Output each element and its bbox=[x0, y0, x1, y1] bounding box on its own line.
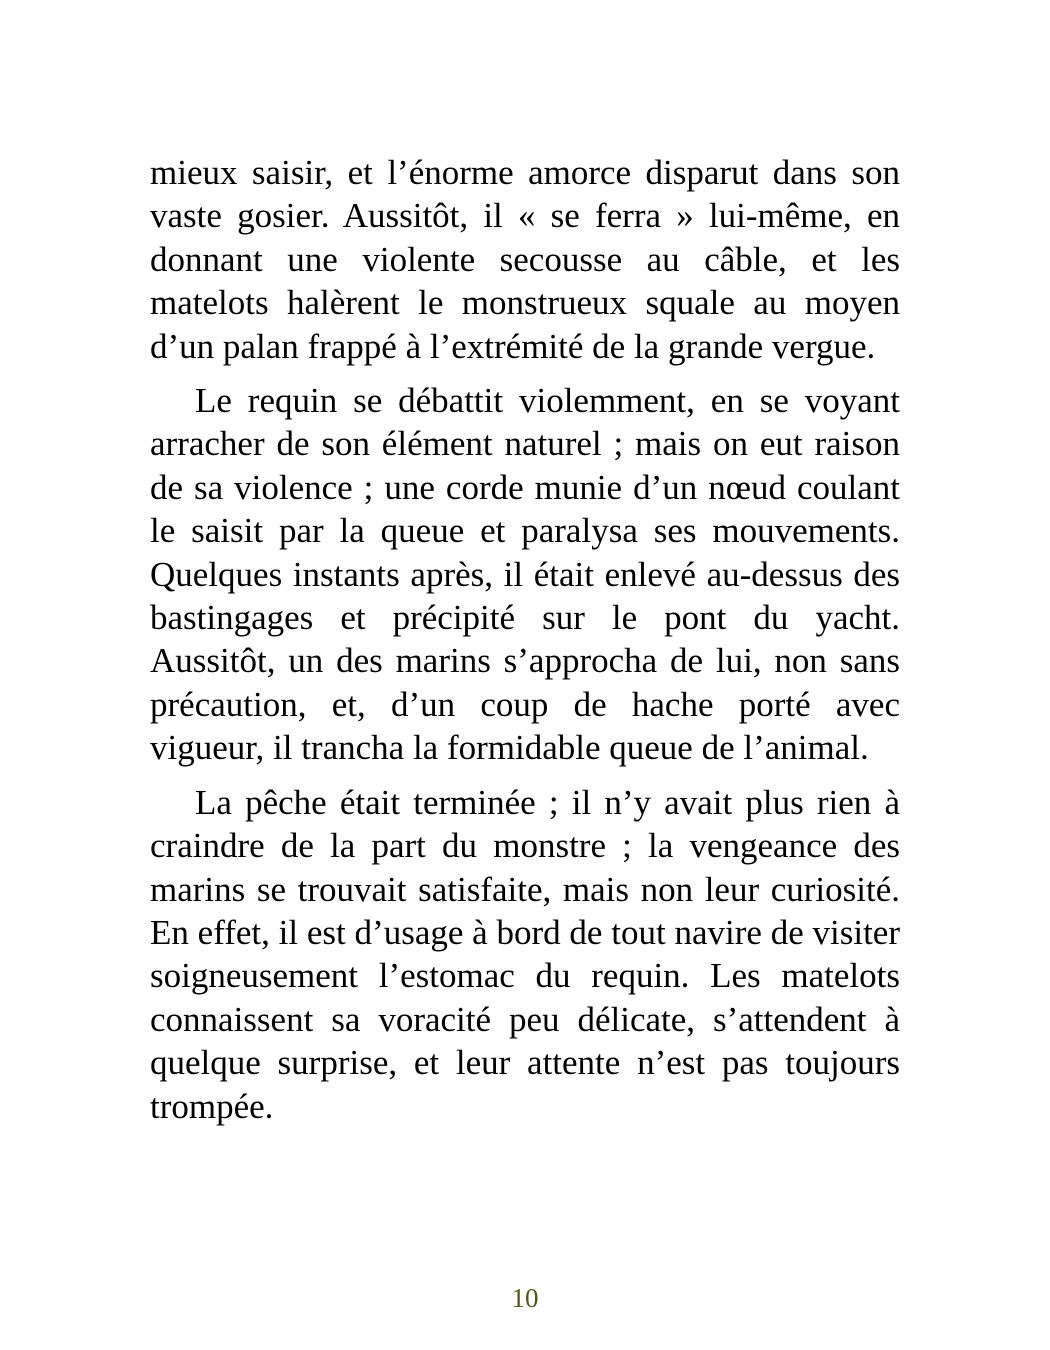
paragraph-2: Le requin se débattit violemment, en se voyant arracher de son élément naturel ; mais on eut raison de sa violence ; une corde munie d’un nœud coulant le saisit par la queue et paralysa ses mouvements. Quelques instants après, il était enlevé au-dessus des bastingages et précipité sur le pont du yacht. Aussitôt, un des marins s’approcha de lui, non sans précaution, et, d’un coup de hache porté avec vigueur, il trancha la formidable queue de l’animal. bbox=[150, 381, 900, 768]
paragraph-1: mieux saisir, et l’énorme amorce disparut dans son vaste gosier. Aussitôt, il « se ferra » lui-même, en donnant une violente secousse au câble, et les matelots halèrent le monstrueux squale au moyen d’un palan frappé à l’extrémité de la grande vergue. bbox=[150, 153, 900, 366]
page-body-text bbox=[150, 151, 900, 1139]
page-number: 10 bbox=[511, 1283, 539, 1313]
paragraph-3: La pêche était terminée ; il n’y avait plus rien à craindre de la part du monstre ; la vengeance des marins se trouvait satisfaite, mais non leur curiosité. En effet, il est d’usage à bord de tout navire de visiter soigneusement l’estomac du requin. Les matelots connaissent sa voracité peu délicate, s’attendent à quelque surprise, et leur attente n’est pas toujours trompée. bbox=[150, 782, 900, 1126]
